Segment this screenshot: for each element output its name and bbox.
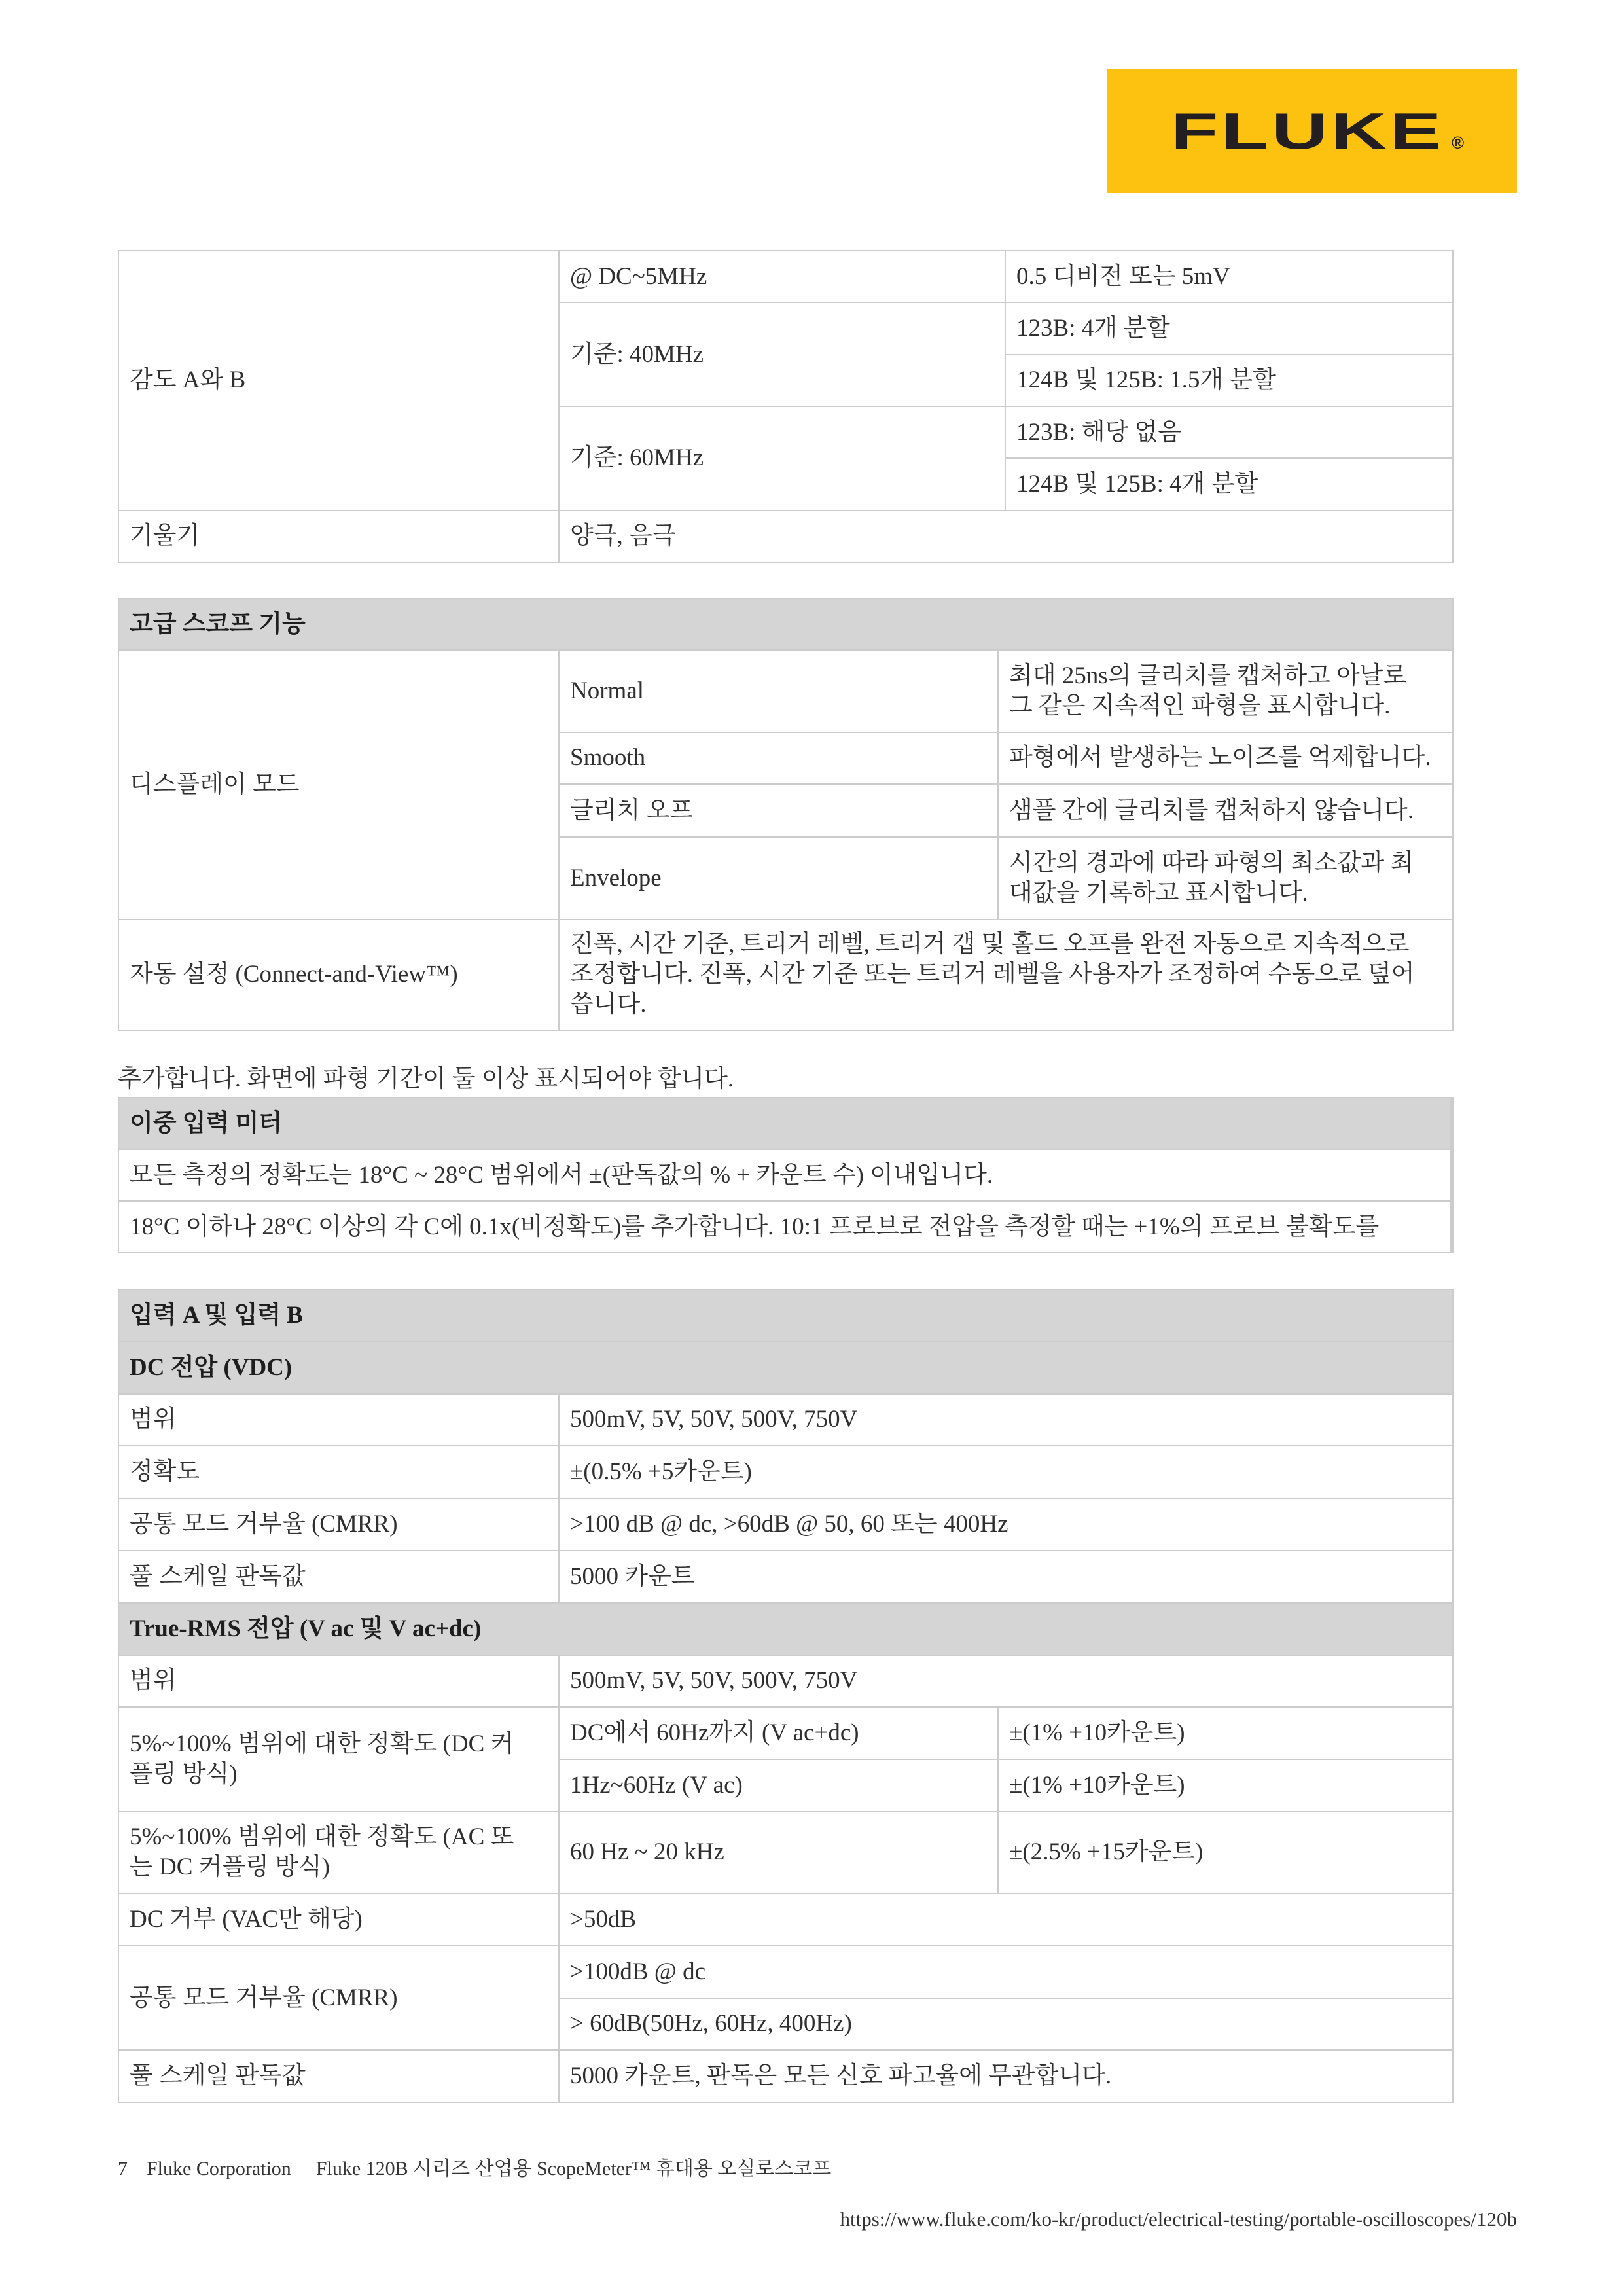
subheader-dc-voltage: DC 전압 (VDC) [119, 1342, 1452, 1393]
rms-cmrr-dc-value: >100dB @ dc [560, 1946, 1452, 1998]
dc-accuracy-value: ±(0.5% +5카운트) [560, 1446, 1452, 1498]
fluke-logo [1107, 69, 1517, 193]
section-header-advanced-scope: 고급 스코프 기능 [119, 599, 1452, 649]
inputs-ab-table [118, 1289, 1454, 2103]
slope-label: 기울기 [119, 511, 558, 562]
section-header-dual-input-meter: 이중 입력 미터 [119, 1098, 1450, 1149]
rms-cmrr-label: 공통 모드 거부율 (CMRR) [119, 1946, 558, 2050]
value-dc-5mhz: 0.5 디비전 또는 5mV [1006, 251, 1452, 302]
mode-desc-smooth: 파형에서 발생하는 노이즈를 억제합니다. [999, 733, 1452, 784]
value-40mhz-123b: 123B: 4개 분할 [1006, 303, 1452, 353]
section-header-inputs-ab: 입력 A 및 입력 B [119, 1290, 1452, 1341]
rms-accuracy-ac-label: 5%~100% 범위에 대한 정확도 (AC 또 는 DC 커플링 방식) [119, 1812, 558, 1893]
rms-accuracy-ac-only-value: ±(1% +10카운트) [999, 1760, 1452, 1811]
dc-rejection-label: DC 거부 (VAC만 해당) [119, 1894, 558, 1945]
condition-40mhz: 기준: 40MHz [560, 303, 1005, 406]
rms-range-value: 500mV, 5V, 50V, 500V, 750V [560, 1656, 1452, 1707]
dc-full-scale-label: 풀 스케일 판독값 [119, 1551, 558, 1602]
rms-accuracy-ac-condition: 60 Hz ~ 20 kHz [560, 1812, 997, 1893]
continuation-text: 추가합니다. 화면에 파형 기간이 둘 이상 표시되어야 합니다. [118, 1066, 734, 1092]
sensitivity-label: 감도 A와 B [119, 251, 558, 510]
mode-name-smooth: Smooth [560, 733, 997, 784]
logo-wordmark: FLUKE [1171, 102, 1444, 160]
page-footer [118, 2156, 831, 2182]
page-number: 7 [118, 2158, 128, 2179]
value-60mhz-124b-125b: 124B 및 125B: 4개 분할 [1006, 459, 1452, 509]
slope-value: 양극, 음극 [560, 511, 1452, 562]
mode-name-normal: Normal [560, 651, 997, 732]
mode-name-glitch-off: 글리치 오프 [560, 785, 997, 836]
dc-accuracy-label: 정확도 [119, 1446, 558, 1498]
rms-accuracy-dc-label: 5%~100% 범위에 대한 정확도 (DC 커 플링 방식) [119, 1708, 558, 1811]
meter-note: 18°C 이하나 28°C 이상의 각 C에 0.1x(비정확도)를 추가합니다. 10:1 프로브로 전압을 측정할 때는 +1%의 프로브 불확도를 [119, 1202, 1450, 1252]
document-title: Fluke 120B 시리즈 산업용 ScopeMeter™ 휴대용 오실로스코프 [315, 2158, 832, 2179]
auto-set-desc: 진폭, 시간 기준, 트리거 레벨, 트리거 갭 및 홀드 오프를 완전 자동으로 지속적으로 조정합니다. 진폭, 시간 기준 또는 트리거 레벨을 사용자가 조정하여 수동으로 덮어 씁니다. [560, 920, 1452, 1030]
advanced-scope-table [118, 598, 1454, 1031]
rms-range-label: 범위 [119, 1656, 558, 1707]
display-mode-label: 디스플레이 모드 [119, 651, 558, 919]
mode-desc-envelope: 시간의 경과에 따라 파형의 최소값과 최 대값을 기록하고 표시합니다. [999, 838, 1452, 919]
condition-dc-5mhz: @ DC~5MHz [560, 251, 1005, 302]
dc-full-scale-value: 5000 카운트 [560, 1551, 1452, 1602]
rms-cmrr-ac-value: > 60dB(50Hz, 60Hz, 400Hz) [560, 1999, 1452, 2050]
mode-desc-normal: 최대 25ns의 글리치를 캡처하고 아날로 그 같은 지속적인 파형을 표시합니다. [999, 651, 1452, 732]
rms-full-scale-label: 풀 스케일 판독값 [119, 2051, 558, 2102]
dc-cmrr-label: 공통 모드 거부율 (CMRR) [119, 1499, 558, 1550]
condition-60mhz: 기준: 60MHz [560, 407, 1005, 510]
meter-note: 모든 측정의 정확도는 18°C ~ 28°C 범위에서 ±(판독값의 % + 카운트 수) 이내입니다. [119, 1150, 1450, 1200]
dc-cmrr-value: >100 dB @ dc, >60dB @ 50, 60 또는 400Hz [560, 1499, 1452, 1550]
rms-accuracy-ac-value: ±(2.5% +15카운트) [999, 1812, 1452, 1893]
dc-range-value: 500mV, 5V, 50V, 500V, 750V [560, 1395, 1452, 1446]
rms-accuracy-dc-condition: DC에서 60Hz까지 (V ac+dc) [560, 1708, 997, 1759]
company-name: Fluke Corporation [147, 2158, 291, 2179]
dc-rejection-value: >50dB [560, 1894, 1452, 1945]
trigger-spec-table [118, 250, 1454, 563]
rms-accuracy-dc-value: ±(1% +10카운트) [999, 1708, 1452, 1759]
dual-input-meter-table [118, 1097, 1454, 1253]
rms-full-scale-value: 5000 카운트, 판독은 모든 신호 파고율에 무관합니다. [560, 2051, 1452, 2102]
subheader-true-rms: True-RMS 전압 (V ac 및 V ac+dc) [119, 1604, 1452, 1655]
value-40mhz-124b-125b: 124B 및 125B: 1.5개 분할 [1006, 355, 1452, 406]
mode-name-envelope: Envelope [560, 838, 997, 919]
rms-accuracy-ac-only-condition: 1Hz~60Hz (V ac) [560, 1760, 997, 1811]
auto-set-label: 자동 설정 (Connect-and-View™) [119, 920, 558, 1030]
dc-range-label: 범위 [119, 1395, 558, 1446]
registered-mark: ® [1452, 133, 1465, 152]
product-url-link[interactable]: https://www.fluke.com/ko-kr/product/electrical-testing/portable-oscilloscopes/120b [840, 2208, 1517, 2231]
mode-desc-glitch-off: 샘플 간에 글리치를 캡처하지 않습니다. [999, 785, 1452, 836]
value-60mhz-123b: 123B: 해당 없음 [1006, 407, 1452, 457]
